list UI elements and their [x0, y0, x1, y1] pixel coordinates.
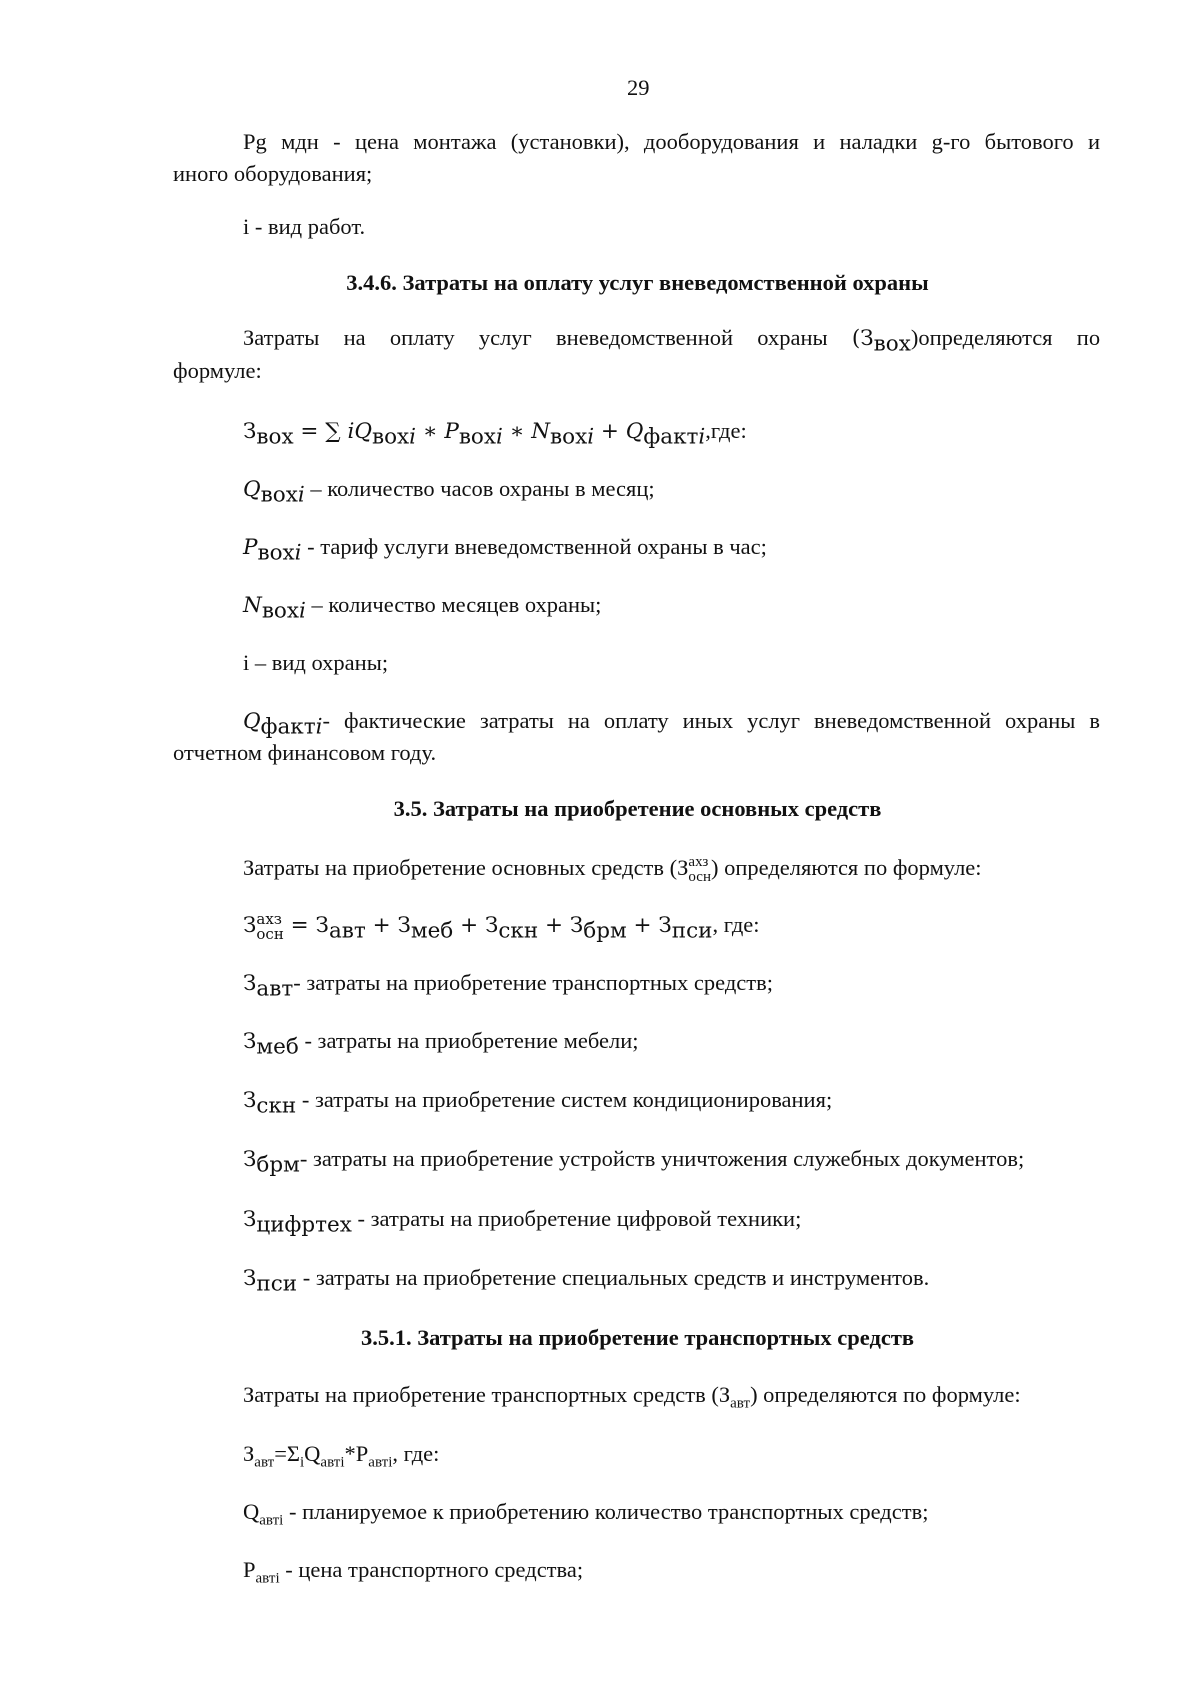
- definition-z-avt: $З_{авт}-$ затраты на приобретение транспортных средств;: [243, 970, 773, 1002]
- definition-p-vox: $P_{вохi}$ - тариф услуги вневедомственной охраны в час;: [243, 534, 767, 566]
- definition-i-guard-type: i – вид охраны;: [243, 650, 389, 675]
- word: на: [343, 325, 366, 350]
- definition-z-meb: $З_{меб}$ - затраты на приобретение мебели;: [243, 1028, 639, 1060]
- heading-3-5: 3.5. Затраты на приобретение основных средств: [393, 796, 882, 821]
- paragraph-vox-intro-line2: формуле:: [173, 358, 262, 383]
- symbol-q-fact: $Q_{фактi}$: [243, 709, 323, 740]
- paragraph-osn-intro: Затраты на приобретение основных средств (З ахз осн ) определяются по формуле:: [243, 854, 982, 885]
- definition-q-fact-line2: отчетном финансовом году.: [173, 740, 437, 765]
- formula-z-osn: З ахз осн = $З_{авт} + З_{меб} + З_{скн} + З_{брм} + З_{пси}$, где:: [243, 910, 760, 944]
- page-number: 29: [627, 75, 650, 100]
- word: вневедомственной: [556, 325, 734, 350]
- definition-z-brm: $З_{брм}-$ затраты на приобретение устройств уничтожения служебных документов;: [243, 1146, 1025, 1178]
- formula-z-vox: $З_{вох}$ = ∑ $iQ_{вохi}$ ∗ $P_{вохi}$ ∗ $N_{вохi} + Q_{фактi},где$:: [243, 418, 747, 450]
- definition-z-skn: $З_{скн}$ - затраты на приобретение систем кондиционирования;: [243, 1087, 833, 1119]
- paragraph-i-work-type: i - вид работ.: [243, 214, 366, 239]
- paragraph-avt-intro: Затраты на приобретение транспортных средств $(З_{авт})$ определяются по формуле:: [243, 1382, 1021, 1412]
- word: охраны: [757, 325, 828, 350]
- word: оплату: [389, 325, 455, 350]
- definition-z-psi: $З_{пси}$ - затраты на приобретение специальных средств и инструментов.: [243, 1265, 930, 1297]
- heading-3-5-1: 3.5.1. Затраты на приобретение транспортных средств: [360, 1325, 915, 1350]
- heading-3-4-6: 3.4.6. Затраты на оплату услуг вневедомственной охраны: [346, 270, 929, 295]
- paragraph-vox-intro-line1: [243, 325, 1101, 357]
- paragraph-pg-line1: Pg мдн - цена монтажа (установки), дооборудования и наладки g-го бытового и: [243, 129, 1100, 154]
- paragraph-pg-line2: иного оборудования;: [173, 161, 373, 186]
- word: по: [1076, 325, 1101, 350]
- formula-z-avt: $З_{авт}=\Sigma_iQ_{автi}*P_{автi}$, где:: [243, 1441, 440, 1471]
- definition-q-fact-line1: $Q_{фактi}-$ фактические затраты на оплату иных услуг вневедомственной охраны в: [243, 708, 1100, 740]
- symbol-z-vox: $(З_{вох})определяются$: [851, 325, 1053, 357]
- word: услуг: [478, 325, 532, 350]
- word: Затраты: [243, 325, 320, 350]
- definition-q-vox: $Q_{вохi}$ – количество часов охраны в месяц;: [243, 476, 655, 508]
- definition-p-avt: $P_{автi}$ - цена транспортного средства;: [243, 1557, 584, 1587]
- definition-q-avt: $Q_{автi}$ - планируемое к приобретению количество транспортных средств;: [243, 1499, 929, 1529]
- definition-n-vox: $N_{вохi}$ – количество месяцев охраны;: [243, 592, 602, 624]
- definition-z-tsifrtekh: $З_{цифртех}$ - затраты на приобретение цифровой техники;: [243, 1206, 802, 1238]
